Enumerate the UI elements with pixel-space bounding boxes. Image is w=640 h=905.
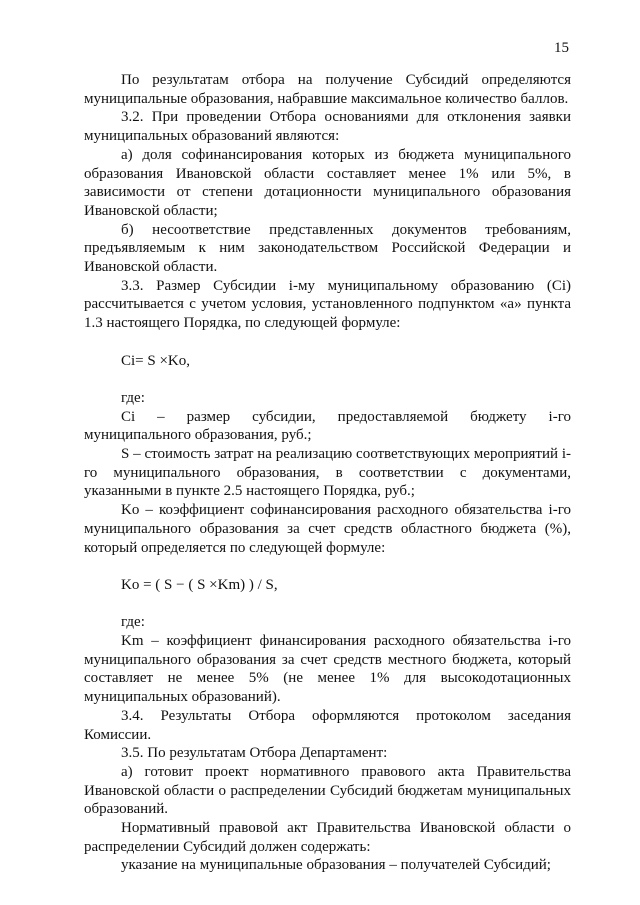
where-label-2: где:	[121, 614, 145, 631]
paragraph-selection-result: По результатам отбора на получение Субсидий определяются муниципальные образования, набравшие максимальное количество баллов.	[84, 72, 571, 107]
paragraph-legal-act: Нормативный правовой акт Правительства Ивановской области о распределении Субсидий должен содержать:	[84, 820, 571, 855]
paragraph-3-4: 3.4. Результаты Отбора оформляются протоколом заседания Комиссии.	[84, 707, 571, 743]
paragraph-3-2: 3.2. При проведении Отбора основаниями для отклонения заявки муниципальных образований являются:	[84, 109, 571, 145]
formula-ko: Ko = ( S − ( S ×Km) ) / S,	[121, 576, 278, 593]
formula-subsidy: Ci= S ×Ko,	[121, 352, 191, 369]
definition-ko: Ko – коэффициент софинансирования расходного обязательства i-го муниципального образования за счет средств областного бюджета (%), который определяется по следующей формуле:	[84, 502, 571, 556]
definition-ci: Ci – размер субсидии, предоставляемой бюджету i-го муниципального образования, руб.;	[84, 408, 571, 444]
paragraph-3-5-a: а) готовит проект нормативного правового акта Правительства Ивановской области о распределении Субсидий бюджетам муниципальных образований.	[84, 763, 571, 818]
paragraph-3-2-b: б) несоответствие представленных документов требованиям, предъявляемым к ним законодательством Российской Федерации и Ивановской области.	[84, 221, 571, 276]
paragraph-3-2-a: а) доля софинансирования которых из бюджета муниципального образования Ивановской области составляет менее 1% или 5%, в зависимости от степени дотационности муниципального образования Ивановской области;	[84, 146, 571, 219]
paragraph-recipients: указание на муниципальные образования – получателей Субсидий;	[121, 857, 551, 874]
paragraph-3-5: 3.5. По результатам Отбора Департамент:	[121, 745, 388, 762]
where-label-1: где:	[121, 389, 145, 406]
page-number: 15	[554, 40, 569, 56]
definition-km: Km – коэффициент финансирования расходного обязательства i-го муниципального образования за счет средств местного бюджета, который составляет не менее 5% (не менее 1% для высокодотационных муниципальных образований).	[84, 633, 571, 706]
document-body	[84, 71, 571, 875]
definition-s: S – стоимость затрат на реализацию соответствующих мероприятий i-го муниципального образования, в соответствии с документами, указанными в пункте 2.5 настоящего Порядка, руб.;	[84, 446, 571, 500]
paragraph-3-3: 3.3. Размер Субсидии i-му муниципальному образованию (Ci) рассчитывается с учетом условия, установленного подпунктом «а» пункта 1.3 настоящего Порядка, по следующей формуле:	[84, 277, 571, 332]
